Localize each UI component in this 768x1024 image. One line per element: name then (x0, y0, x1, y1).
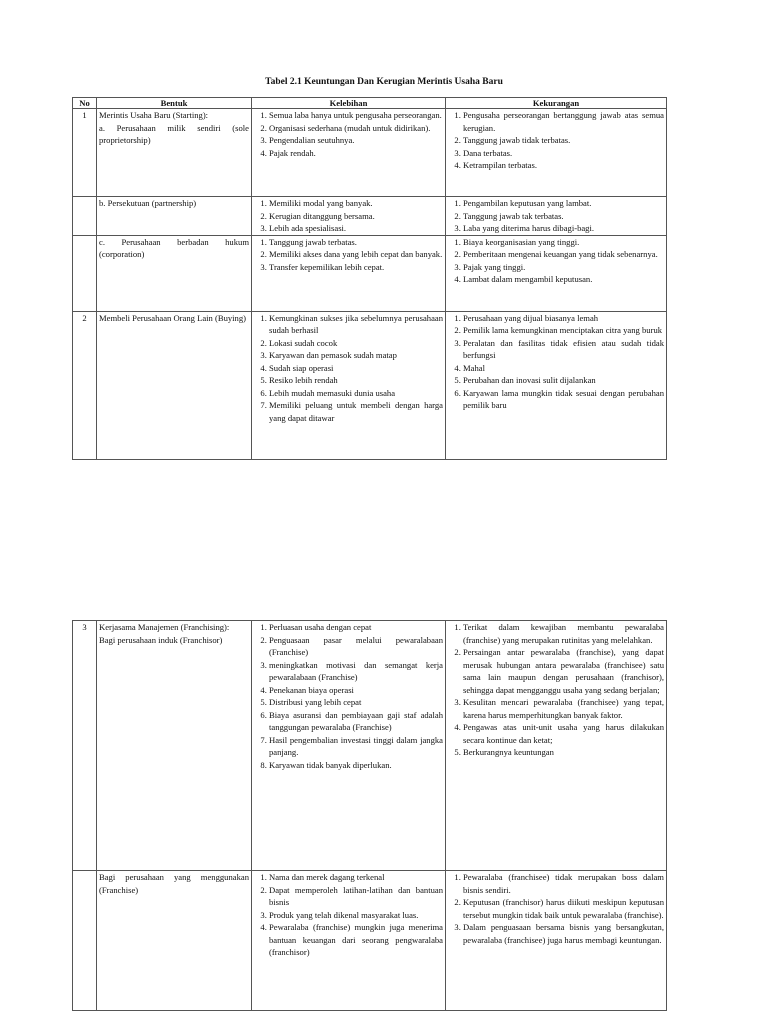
row-number: 3 (73, 621, 97, 871)
kekurangan-item: 2. Keputusan (franchisor) harus diikuti meskipun keputusan tersebut mungkin tidak baik untuk pewaralaba (franchise). (463, 896, 664, 921)
kekurangan-item: 2. Tanggung jawab tidak terbatas. (463, 134, 664, 147)
kekurangan-item: 1. Terikat dalam kewajiban membantu pewaralaba (franchise) yang merupakan rutinitas yang melelahkan. (463, 621, 664, 646)
kelebihan-item: 3. meningkatkan motivasi dan semangat kerja pewaralabaan (Franchise) (269, 659, 443, 684)
kelebihan-item: 1. Nama dan merek dagang terkenal (269, 871, 443, 884)
kelebihan-item: 2. Penguasaan pasar melalui pewaralabaan (Franchise) (269, 634, 443, 659)
kelebihan-item: 2. Organisasi sederhana (mudah untuk didirikan). (269, 122, 443, 135)
kekurangan-item: 4. Lambat dalam mengambil keputusan. (463, 273, 664, 286)
kelebihan-item: 2. Memiliki akses dana yang lebih cepat dan banyak. (269, 248, 443, 261)
kelebihan-cell (252, 109, 446, 197)
kekurangan-item: 6. Karyawan lama mungkin tidak sesuai dengan perubahan pemilik baru (463, 387, 664, 412)
kekurangan-list (448, 197, 664, 235)
kelebihan-item: 2. Lokasi sudah cocok (269, 337, 443, 350)
kelebihan-item: 6. Biaya asuransi dan pembiayaan gaji staf adalah tanggungan pewaralaba (Franchise) (269, 709, 443, 734)
kekurangan-item: 3. Pajak yang tinggi. (463, 261, 664, 274)
kekurangan-list (448, 109, 664, 172)
kelebihan-item: 6. Lebih mudah memasuki dunia usaha (269, 387, 443, 400)
row-number (73, 871, 97, 1011)
table-header-row (73, 98, 667, 109)
row-number: 2 (73, 311, 97, 459)
kekurangan-item: 1. Pewaralaba (franchisee) tidak merupakan boss dalam bisnis sendiri. (463, 871, 664, 896)
table-row (73, 109, 667, 197)
table-row (73, 311, 667, 459)
advantages-table-part-1 (72, 97, 667, 460)
kelebihan-item: 1. Kemungkinan sukses jika sebelumnya perusahaan sudah berhasil (269, 312, 443, 337)
kekurangan-item: 3. Dalam penguasaan bersama bisnis yang bersangkutan, pewaralaba (franchisee) juga harus membagi keuntungan. (463, 921, 664, 946)
table-caption: Tabel 2.1 Keuntungan Dan Kerugian Merintis Usaha Baru (265, 77, 503, 87)
kekurangan-item: 4. Pengawas atas unit-unit usaha yang harus dilakukan secara kontinue dan ketat; (463, 721, 664, 746)
kelebihan-cell (252, 871, 446, 1011)
kekurangan-item: 2. Pemberitaan mengenai keuangan yang tidak sebenarnya. (463, 248, 664, 261)
header-kelebihan: Kelebihan (252, 98, 446, 109)
kekurangan-list (448, 312, 664, 412)
bentuk-cell (97, 235, 252, 311)
kekurangan-cell (446, 311, 667, 459)
kelebihan-cell (252, 235, 446, 311)
kelebihan-item: 5. Resiko lebih rendah (269, 374, 443, 387)
kelebihan-item: 3. Transfer kepemilikan lebih cepat. (269, 261, 443, 274)
bentuk-cell (97, 311, 252, 459)
kekurangan-item: 5. Perubahan dan inovasi sulit dijalankan (463, 374, 664, 387)
kelebihan-item: 7. Memiliki peluang untuk membeli dengan harga yang dapat ditawar (269, 399, 443, 424)
kelebihan-item: 3. Lebih ada spesialisasi. (269, 222, 443, 235)
kelebihan-item: 3. Produk yang telah dikenal masyarakat luas. (269, 909, 443, 922)
kekurangan-cell (446, 109, 667, 197)
table-row (73, 235, 667, 311)
kekurangan-list (448, 621, 664, 759)
bentuk-line: b. Persekutuan (partnership) (99, 198, 197, 208)
kelebihan-item: 4. Sudah siap operasi (269, 362, 443, 375)
kelebihan-item: 4. Pewaralaba (franchise) mungkin juga menerima bantuan keuangan dari seorang pengwaralaba (franchisor) (269, 921, 443, 959)
kekurangan-cell (446, 197, 667, 236)
kelebihan-item: 1. Memiliki modal yang banyak. (269, 197, 443, 210)
kelebihan-list (254, 197, 443, 235)
kelebihan-item: 3. Karyawan dan pemasok sudah matap (269, 349, 443, 362)
bentuk-line: Merintis Usaha Baru (Starting): (99, 110, 209, 120)
kelebihan-list (254, 109, 443, 159)
kekurangan-item: 3. Laba yang diterima harus dibagi-bagi. (463, 222, 664, 235)
header-bentuk: Bentuk (97, 98, 252, 109)
kekurangan-item: 4. Mahal (463, 362, 664, 375)
kelebihan-item: 4. Penekanan biaya operasi (269, 684, 443, 697)
row-number (73, 235, 97, 311)
kelebihan-cell (252, 197, 446, 236)
kekurangan-item: 1. Biaya keorganisasian yang tinggi. (463, 236, 664, 249)
bentuk-line: Kerjasama Manajemen (Franchising): (99, 622, 230, 632)
kekurangan-cell (446, 621, 667, 871)
kelebihan-list (254, 871, 443, 959)
kelebihan-item: 3. Pengendalian seutuhnya. (269, 134, 443, 147)
row-number (73, 197, 97, 236)
kelebihan-list (254, 621, 443, 771)
kelebihan-item: 1. Perluasan usaha dengan cepat (269, 621, 443, 634)
bentuk-cell (97, 109, 252, 197)
kelebihan-item: 2. Kerugian ditanggung bersama. (269, 210, 443, 223)
kekurangan-item: 5. Berkurangnya keuntungan (463, 746, 664, 759)
kelebihan-item: 2. Dapat memperoleh latihan-latihan dan bantuan bisnis (269, 884, 443, 909)
kelebihan-list (254, 236, 443, 274)
kelebihan-item: 1. Tanggung jawab terbatas. (269, 236, 443, 249)
kelebihan-item: 7. Hasil pengembalian investasi tinggi dalam jangka panjang. (269, 734, 443, 759)
table-row (73, 197, 667, 236)
table-row (73, 871, 667, 1011)
row-number: 1 (73, 109, 97, 197)
bentuk-line: a. Perusahaan milik sendiri (sole proprietorship) (99, 122, 249, 145)
kekurangan-item: 1. Pengambilan keputusan yang lambat. (463, 197, 664, 210)
bentuk-line: Membeli Perusahaan Orang Lain (Buying) (99, 312, 247, 323)
bentuk-line: c. Perusahaan berbadan hukum (corporation) (99, 236, 249, 259)
kelebihan-item: 8. Karyawan tidak banyak diperlukan. (269, 759, 443, 772)
kekurangan-item: 2. Persaingan antar pewaralaba (franchise), yang dapat merusak hubungan antara pewaralaba (franchisee) satu sama lain maupun dengan perusahaan (franchisor), sehingga dapat mengganggu usaha yang sedang berjalan; (463, 646, 664, 696)
kekurangan-list (448, 871, 664, 946)
header-no: No (73, 98, 97, 109)
bentuk-line: Bagi perusahaan yang menggunakan (Franchise) (99, 872, 249, 895)
kelebihan-item: 4. Pajak rendah. (269, 147, 443, 160)
kekurangan-item: 3. Peralatan dan fasilitas tidak efisien atau sudah tidak berfungsi (463, 337, 664, 362)
kekurangan-list (448, 236, 664, 286)
kekurangan-item: 3. Dana terbatas. (463, 147, 664, 160)
header-kekurangan: Kekurangan (446, 98, 667, 109)
kekurangan-item: 2. Tanggung jawab tak terbatas. (463, 210, 664, 223)
kelebihan-cell (252, 621, 446, 871)
bentuk-cell (97, 621, 252, 871)
kekurangan-cell (446, 235, 667, 311)
bentuk-cell (97, 197, 252, 236)
table-row (73, 621, 667, 871)
kekurangan-item: 1. Perusahaan yang dijual biasanya lemah (463, 312, 664, 325)
advantages-table-part-2 (72, 620, 667, 1011)
kekurangan-cell (446, 871, 667, 1011)
bentuk-line: Bagi perusahaan induk (Franchisor) (99, 634, 223, 645)
kekurangan-item: 2. Pemilik lama kemungkinan menciptakan citra yang buruk (463, 324, 664, 337)
kelebihan-cell (252, 311, 446, 459)
kekurangan-item: 4. Ketrampilan terbatas. (463, 159, 664, 172)
kelebihan-item: 1. Semua laba hanya untuk pengusaha perseorangan. (269, 109, 443, 122)
kekurangan-item: 1. Pengusaha perseorangan bertanggung jawab atas semua kerugian. (463, 109, 664, 134)
kelebihan-list (254, 312, 443, 425)
kelebihan-item: 5. Distribusi yang lebih cepat (269, 696, 443, 709)
kekurangan-item: 3. Kesulitan mencari pewaralaba (franchisee) yang tepat, karena harus memperhitungkan banyak faktor. (463, 696, 664, 721)
bentuk-cell (97, 871, 252, 1011)
